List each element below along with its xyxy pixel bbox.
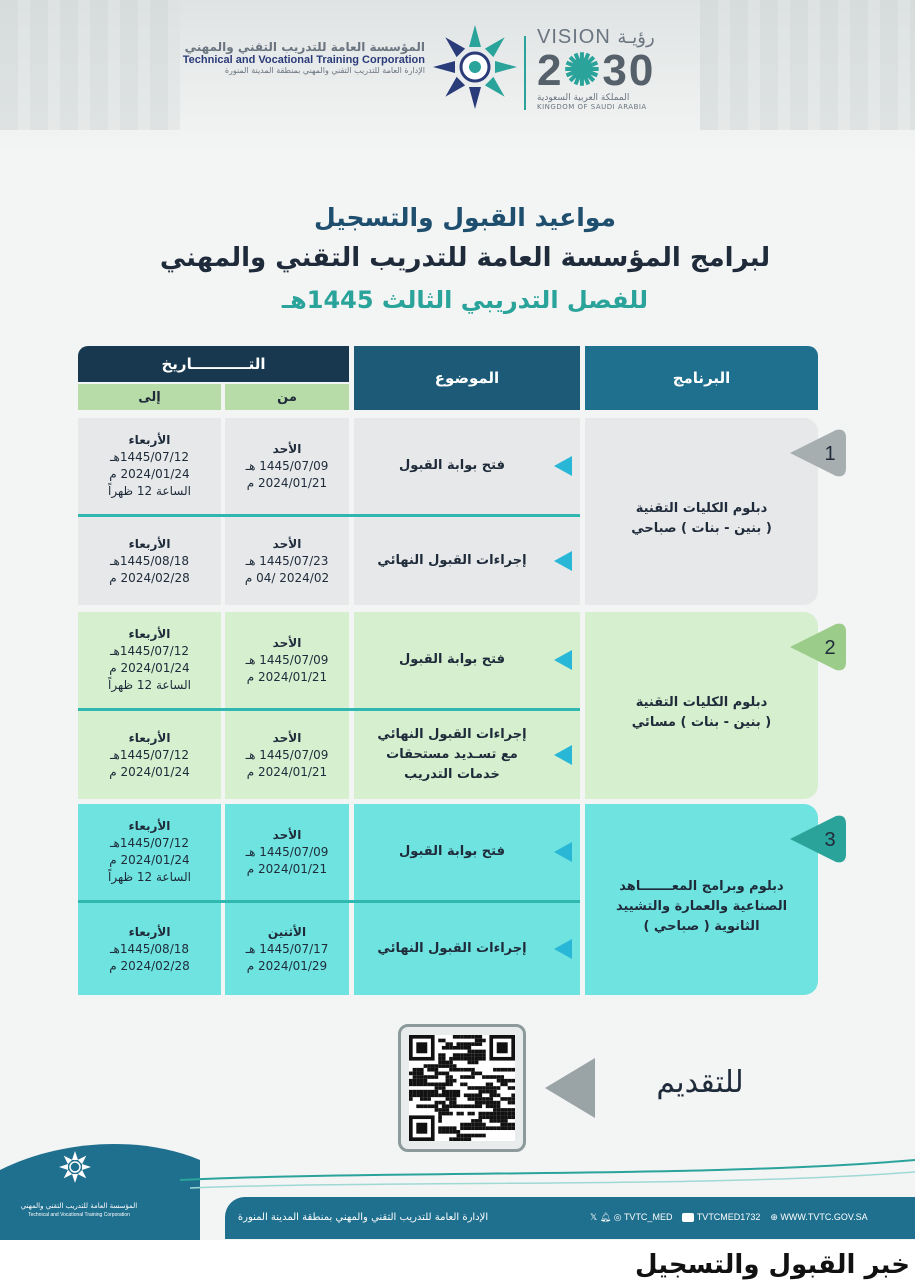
date-to	[108, 626, 191, 694]
cell-line: 1445/07/09 هـ	[245, 747, 329, 762]
header-from: من	[225, 384, 349, 410]
date-to-cell	[78, 418, 221, 514]
below-heading: خبر القبول والتسجيل	[635, 1250, 910, 1280]
cell-line: الساعة 12 ظهراً	[108, 484, 191, 498]
vision-label: VISION	[537, 26, 611, 48]
date-from	[246, 441, 329, 492]
cell-line: 2024/01/21 م	[246, 861, 328, 876]
subject-cell	[354, 418, 580, 514]
footer-logo-icon	[58, 1150, 92, 1184]
cell-line: الأربعاء	[128, 433, 171, 447]
website-link[interactable]: WWW.TVTC.GOV.SA	[780, 1212, 868, 1222]
subject-cell	[354, 711, 580, 799]
cell-line: 1445/07/09 هـ	[245, 458, 329, 473]
globe-icon[interactable]: ⊕	[770, 1212, 778, 1222]
date-to-cell	[78, 612, 221, 708]
date-to-cell	[78, 711, 221, 799]
cell-line: الأحد	[272, 441, 302, 456]
cell-line: خدمات التدريب	[404, 767, 500, 782]
triangle-arrow-icon	[554, 939, 572, 959]
date-from	[246, 827, 329, 878]
footer-logo-name	[14, 1202, 144, 1220]
triangle-arrow-icon	[554, 745, 572, 765]
date-to	[109, 536, 189, 587]
date-from	[246, 635, 329, 686]
header-program: البرنامج	[585, 346, 818, 410]
cell-line: دبلوم الكليات التقنية	[635, 694, 768, 710]
title-line-1: مواعيد القبول والتسجيل	[313, 203, 617, 232]
cell-line: إجراءات القبول النهائي	[377, 727, 527, 742]
tvtc-logo-icon	[430, 20, 520, 115]
date-from-cell	[225, 612, 349, 708]
header-building-right	[700, 0, 915, 130]
cell-line: فتح بوابة القبول	[399, 844, 505, 859]
cell-line: فتح بوابة القبول	[399, 458, 505, 473]
date-to-cell	[78, 517, 221, 605]
subject-text	[367, 725, 566, 785]
cell-line: إجراءات القبول النهائي	[377, 941, 527, 956]
org-name-block	[150, 40, 425, 75]
title-line-2: لبرامج المؤسسة العامة للتدريب التقني والمهني	[159, 243, 771, 273]
cell-line: 1445/07/12هـ	[109, 644, 189, 658]
footer-logo-name-ar: المؤسسة العامة للتدريب التقني والمهني	[20, 1202, 138, 1210]
cell-line: 2024/01/24 م	[109, 764, 190, 779]
date-to	[108, 818, 191, 886]
cell-line: الأحد	[272, 536, 302, 551]
cell-line: الأحد	[272, 827, 302, 842]
cell-line: 2024/02 /04 م	[244, 570, 330, 585]
triangle-arrow-icon	[554, 551, 572, 571]
program-name	[631, 499, 772, 539]
cell-line: الأربعاء	[128, 924, 171, 939]
program-name	[632, 693, 771, 733]
program-cell	[585, 804, 818, 995]
cell-line: إجراءات القبول النهائي	[377, 553, 527, 568]
org-name-ar: المؤسسة العامة للتدريب التقني والمهني	[184, 40, 425, 54]
subject-text	[389, 650, 545, 670]
cell-line: دبلوم الكليات التقنية	[635, 500, 768, 516]
cell-line: ( بنين - بنات ) صباحي	[631, 520, 772, 536]
cell-line: الثانوية ( صباحي )	[643, 918, 760, 934]
subject-text	[389, 456, 545, 476]
subject-cell	[354, 517, 580, 605]
program-number: 2	[824, 637, 836, 659]
subject-cell	[354, 612, 580, 708]
program-group-1	[78, 418, 836, 605]
cell-line: الأربعاء	[128, 536, 171, 551]
cell-line: 2024/01/24 م	[109, 853, 190, 867]
date-to-cell	[78, 903, 221, 995]
cell-line: دبلوم وبرامج المعـــــــاهد	[619, 878, 784, 894]
subject-cell	[354, 804, 580, 900]
date-from-cell	[225, 903, 349, 995]
header-divider	[524, 36, 526, 110]
apply-arrow-icon	[545, 1058, 595, 1118]
cell-line: الأحد	[272, 730, 302, 745]
footer-logo-name-en: Technical and Vocational Training Corporation	[28, 1212, 130, 1218]
date-from	[246, 924, 329, 975]
cell-line: 1445/07/09 هـ	[245, 652, 329, 667]
cell-line: الساعة 12 ظهراً	[108, 870, 191, 884]
header-date: التـــــــــــاريخ	[78, 346, 349, 382]
cell-line: 1445/07/12هـ	[109, 836, 189, 850]
program-number-badge	[788, 622, 848, 672]
cell-line: الأربعاء	[128, 627, 171, 641]
subject-text	[367, 551, 566, 571]
cell-line: 2024/01/29 م	[246, 958, 328, 973]
date-from-cell	[225, 517, 349, 605]
triangle-arrow-icon	[554, 650, 572, 670]
cell-line: فتح بوابة القبول	[399, 652, 505, 667]
cell-line: 2024/01/24 م	[109, 661, 190, 675]
cell-line: 1445/07/17 هـ	[245, 941, 329, 956]
cell-line: 2024/02/28 م	[109, 570, 190, 585]
cell-line: الأثنين	[267, 924, 307, 939]
cell-line: 1445/07/12هـ	[110, 747, 190, 762]
instagram-icon[interactable]: ◎	[613, 1212, 622, 1222]
schedule-table	[78, 346, 836, 996]
program-cell	[585, 612, 818, 799]
cell-line: 2024/01/21 م	[246, 669, 328, 684]
program-group-3	[78, 804, 836, 995]
title-block	[100, 200, 830, 320]
cell-line: الأحد	[272, 635, 302, 650]
cell-line: الأربعاء	[128, 819, 171, 833]
vision-country-en: KINGDOM OF SAUDI ARABIA	[537, 103, 647, 111]
cell-line: 2024/01/21 م	[246, 764, 328, 779]
header-subject: الموضوع	[354, 346, 580, 410]
header-to: إلى	[78, 384, 221, 410]
date-from-cell	[225, 804, 349, 900]
vision-ar: رؤيـة	[617, 27, 655, 47]
program-group-2	[78, 612, 836, 799]
program-cell	[585, 418, 818, 605]
date-from	[245, 536, 329, 587]
program-name	[616, 877, 787, 937]
x-icon[interactable]: 𝕏	[590, 1212, 598, 1222]
date-from-cell	[225, 711, 349, 799]
cell-line: 2024/01/24 م	[109, 467, 190, 481]
cell-line: الصناعية والعمارة والتشييد	[615, 898, 788, 914]
program-number-badge	[788, 814, 848, 864]
cell-line: 1445/07/23 هـ	[245, 553, 329, 568]
cell-line: مع تسـديد مستحقات	[386, 747, 518, 762]
subject-text	[389, 842, 545, 862]
cell-line: 1445/07/12هـ	[109, 450, 189, 464]
triangle-arrow-icon	[554, 456, 572, 476]
org-dept-ar: الإدارة العامة للتدريب التقني والمهني بمنطقة المدينة المنورة	[224, 66, 425, 75]
bell-icon[interactable]: 🔔︎	[599, 1212, 612, 1222]
date-to-cell	[78, 804, 221, 900]
cell-line: الأربعاء	[128, 730, 171, 745]
cell-line: 2024/01/21 م	[246, 475, 328, 490]
cell-line: 1445/08/18هـ	[110, 941, 190, 956]
org-name-en: Technical and Vocational Training Corporation	[182, 54, 425, 66]
cell-line: ( بنين - بنات ) مسائي	[631, 714, 772, 730]
date-to	[109, 730, 189, 781]
subject-text	[367, 939, 566, 959]
vision-2030-logo	[537, 26, 707, 126]
youtube-icon[interactable]	[682, 1213, 694, 1222]
footer-social	[590, 1212, 912, 1223]
program-number-badge	[788, 428, 848, 478]
subject-cell	[354, 903, 580, 995]
cell-line: 1445/08/18هـ	[110, 553, 190, 568]
youtube-handle[interactable]: TVTCMED1732	[696, 1212, 761, 1222]
cell-line: 1445/07/09 هـ	[245, 844, 329, 859]
date-from	[246, 730, 329, 781]
apply-label: للتقديم	[656, 1065, 744, 1100]
program-number: 3	[824, 829, 836, 851]
program-number: 1	[824, 443, 836, 465]
triangle-arrow-icon	[554, 842, 572, 862]
cell-line: الساعة 12 ظهراً	[108, 678, 191, 692]
date-to	[108, 432, 191, 500]
footer-dept: الإدارة العامة للتدريب التقني والمهني بمنطقة المدينة المنورة	[237, 1212, 489, 1223]
vision-country-ar: المملكة العربية السعودية	[537, 93, 630, 103]
cell-line: 2024/02/28 م	[109, 958, 190, 973]
title-line-3: للفصل التدريبي الثالث 1445هـ	[281, 286, 649, 314]
x-handle[interactable]: TVTC_MED	[623, 1212, 673, 1222]
vision-year: 2✺30	[537, 46, 656, 95]
date-to	[109, 924, 189, 975]
date-from-cell	[225, 418, 349, 514]
